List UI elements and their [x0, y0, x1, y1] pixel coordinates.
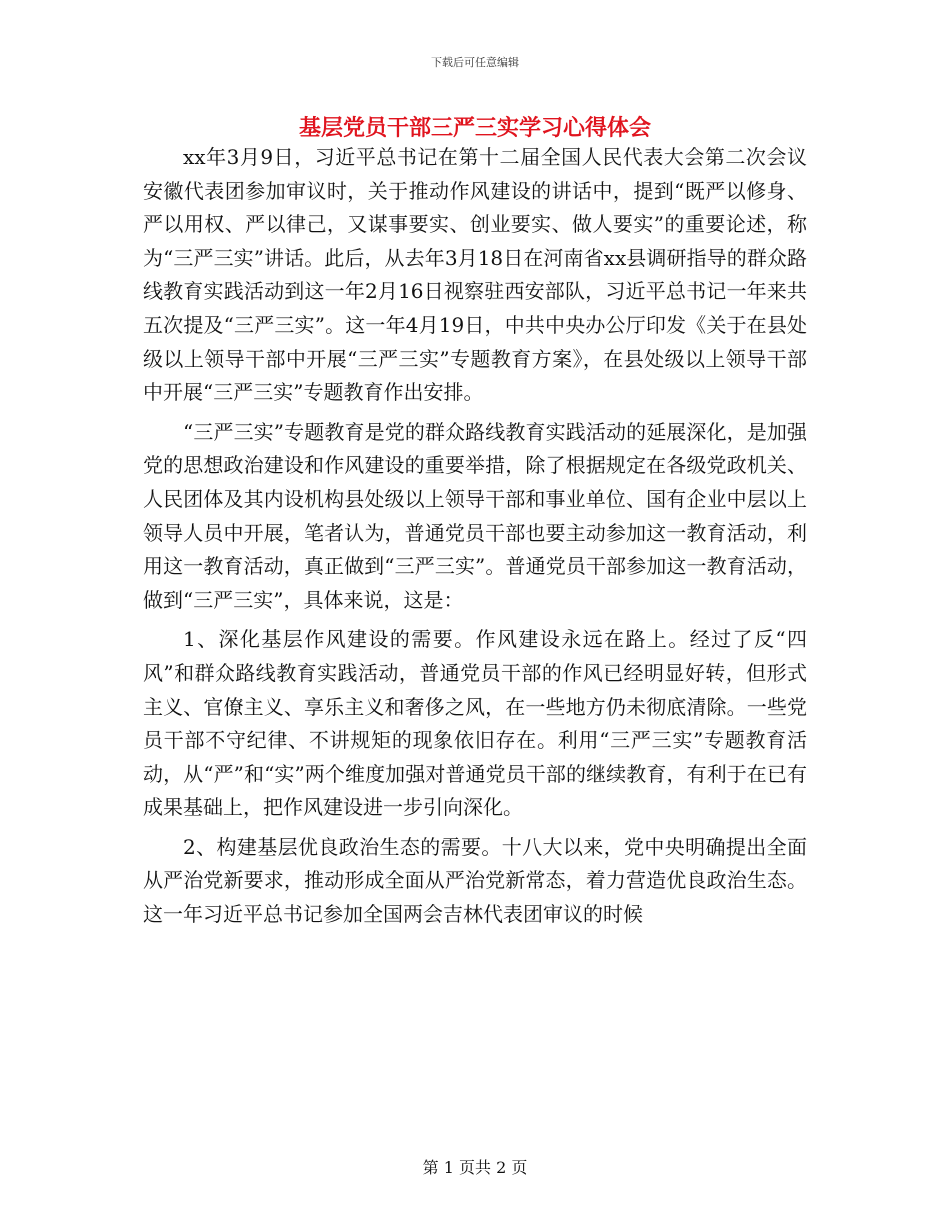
paragraph-1: xx年3月9日，习近平总书记在第十二届全国人民代表大会第二次会议安徽代表团参加审议时，关于推动作风建设的讲话中，提到“既严以修身、严以用权、严以律己，又谋事要实、创业要实、做人要实”的重要论述，称为“三严三实”讲话。此后，从去年3月18日在河南省xx县调研指导的群众路线教育实践活动到这一年2月16日视察驻西安部队，习近平总书记一年来共五次提及“三严三实”。这一年4月19日，中共中央办公厅印发《关于在县处级以上领导干部中开展“三严三实”专题教育方案》，在县处级以上领导干部中开展“三严三实”专题教育作出安排。 — [143, 145, 807, 405]
paragraph-3: 1、深化基层作风建设的需要。作风建设永远在路上。经过了反“四风”和群众路线教育实践活动，普通党员干部的作风已经明显好转，但形式主义、官僚主义、享乐主义和奢侈之风，在一些地方仍未彻底清除。一些党员干部不守纪律、不讲规矩的现象依旧存在。利用“三严三实”专题教育活动，从“严”和“实”两个维度加强对普通党员干部的继续教育，有利于在已有成果基础上，把作风建设进一步引向深化。 — [143, 627, 807, 820]
document-body — [143, 141, 807, 932]
paragraph-2: “三严三实”专题教育是党的群众路线教育实践活动的延展深化，是加强党的思想政治建设和作风建设的重要举措，除了根据规定在各级党政机关、人民团体及其内设机构县处级以上领导干部和事业单位、国有企业中层以上领导人员中开展，笔者认为，普通党员干部也要主动参加这一教育活动，利用这一教育活动，真正做到“三严三实”。普通党员干部参加这一教育活动，做到“三严三实”，具体来说，这是： — [143, 419, 807, 612]
document-title: 基层党员干部三严三实学习心得体会 — [298, 115, 651, 141]
paragraph-4: 2、构建基层优良政治生态的需要。十八大以来，党中央明确提出全面从严治党新要求，推动形成全面从严治党新常态，着力营造优良政治生态。这一年习近平总书记参加全国两会吉林代表团审议的时候 — [143, 834, 807, 927]
header-note: 下载后可任意编辑 — [431, 56, 519, 69]
page-footer: 第 1 页共 2 页 — [422, 1158, 528, 1177]
